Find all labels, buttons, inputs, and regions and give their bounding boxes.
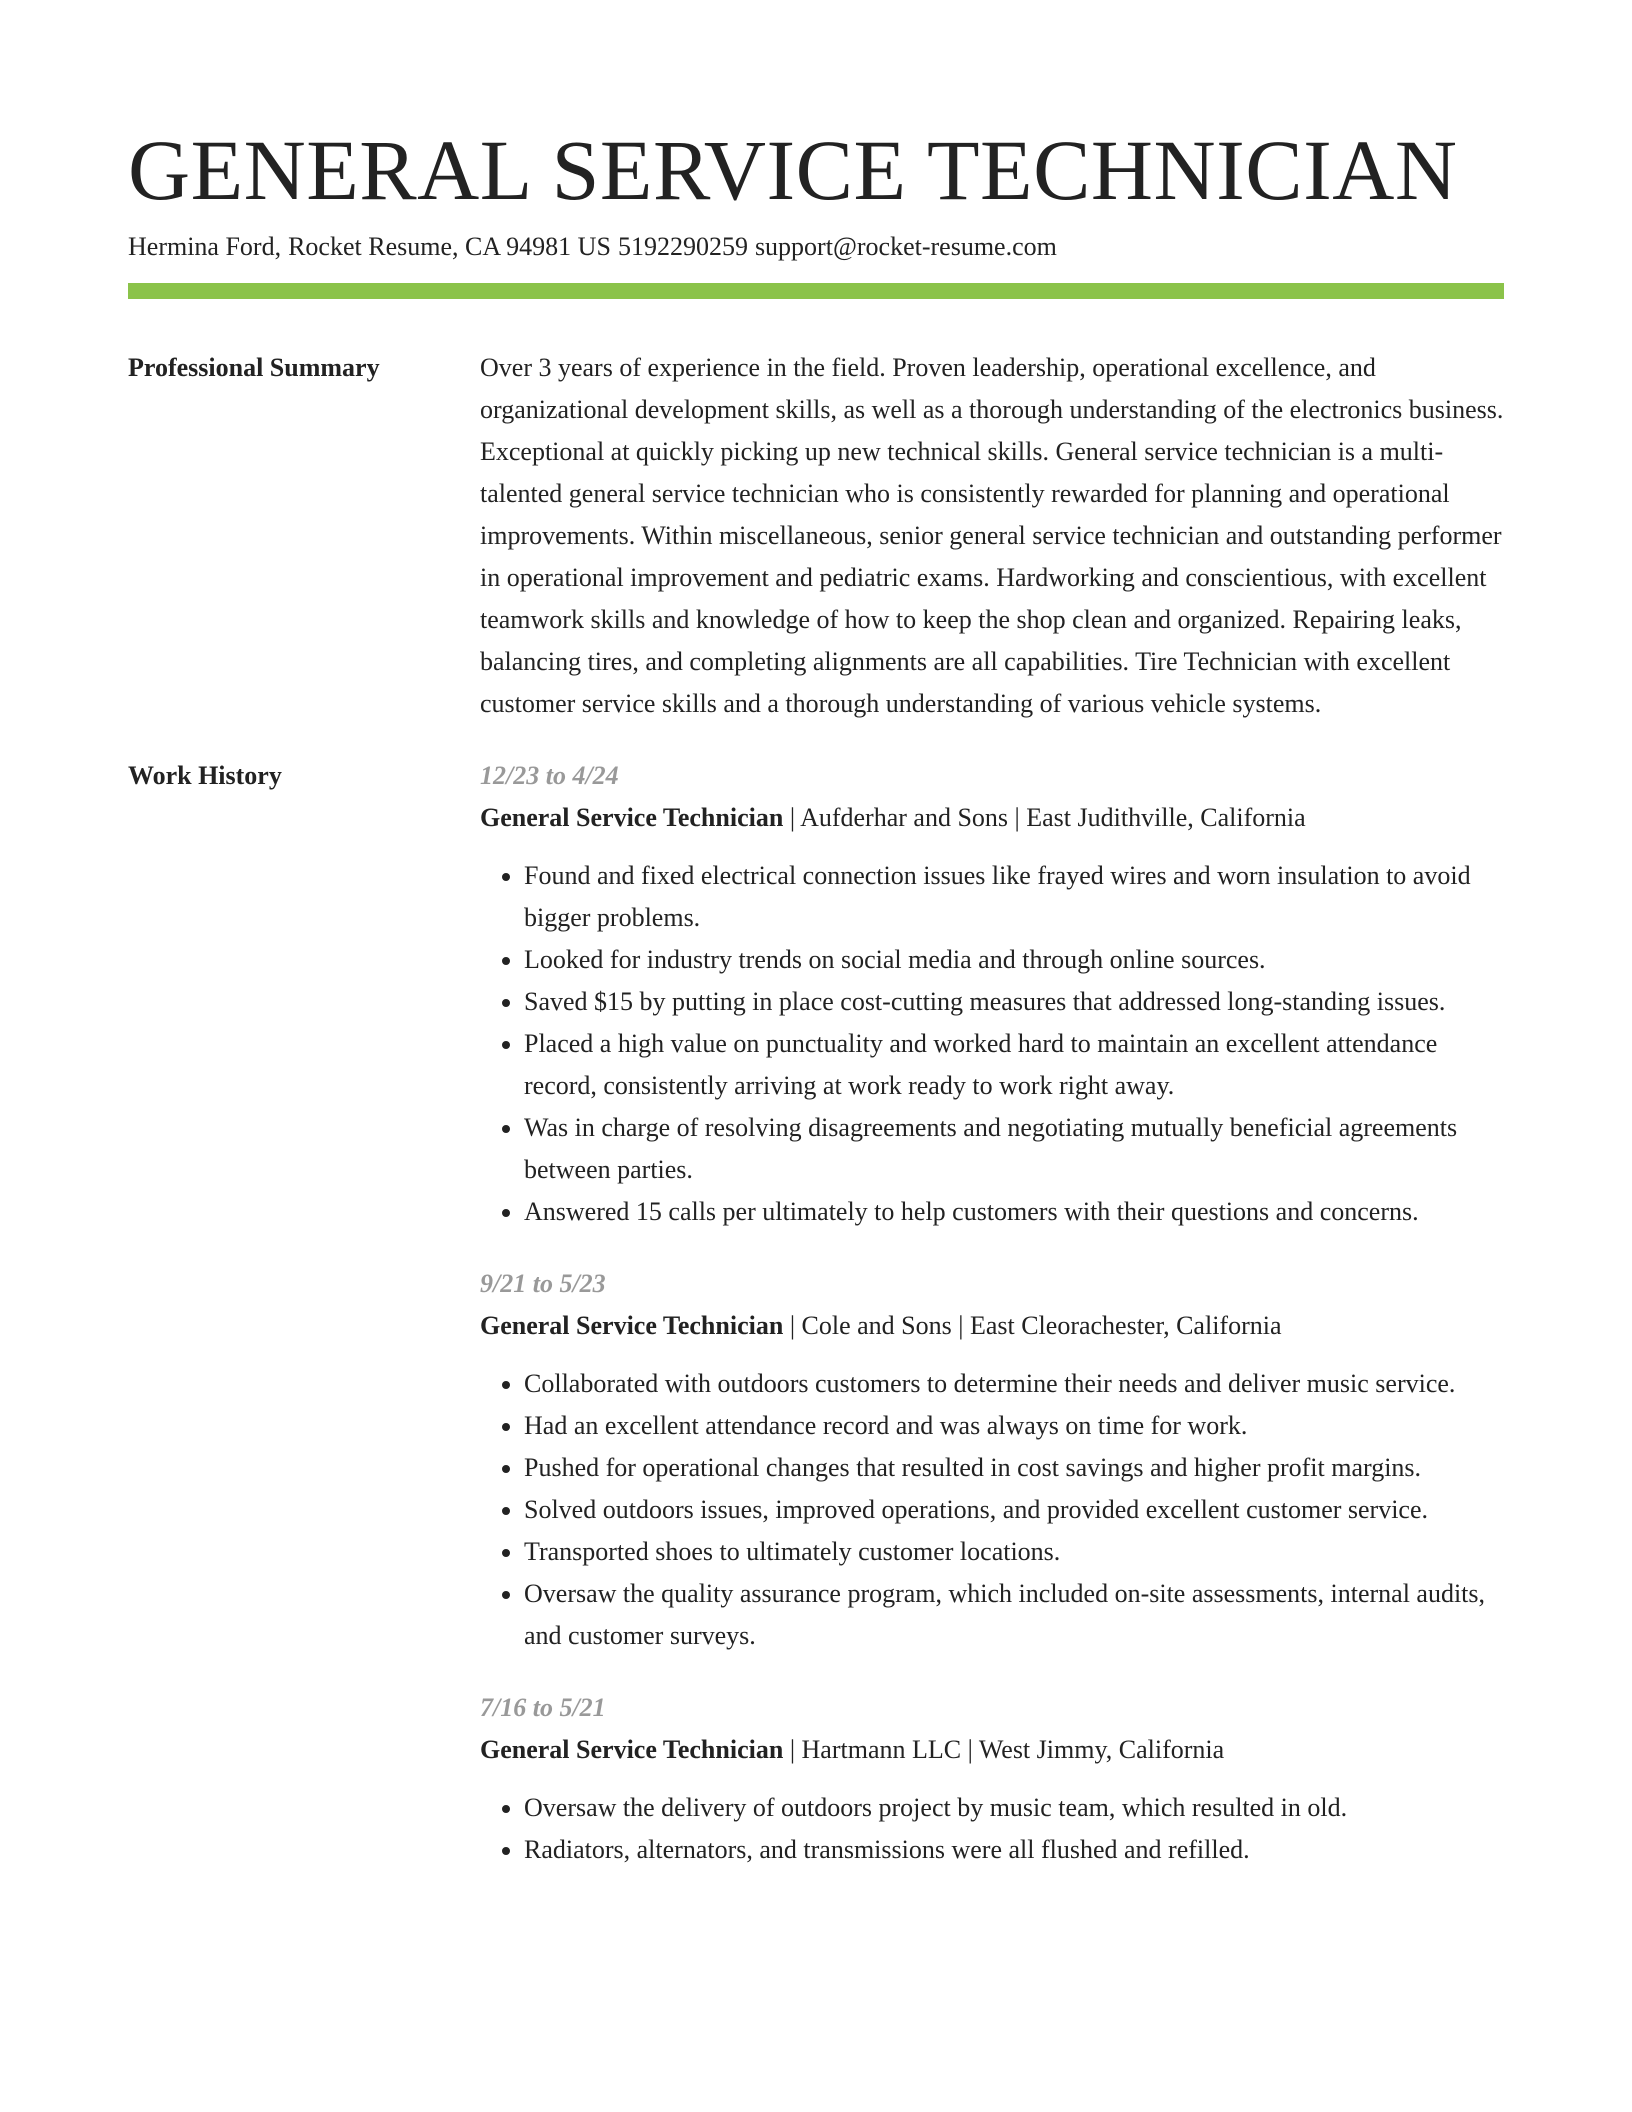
job-bullets [480, 855, 1504, 1233]
contact-address: Rocket Resume, CA 94981 US [288, 232, 611, 261]
resume-title: GENERAL SERVICE TECHNICIAN [128, 122, 1458, 218]
job-details: | Aufderhar and Sons | East Judithville, California [783, 803, 1306, 832]
list-item: • Looked for industry trends on social media and through online sources. [524, 939, 1504, 981]
list-item: • Found and fixed electrical connection issues like frayed wires and worn insulation to avoid bigger problems. [524, 855, 1504, 939]
job-bullets [480, 1363, 1504, 1657]
list-item: • Answered 15 calls per ultimately to help customers with their questions and concerns. [524, 1191, 1504, 1233]
job-entry [480, 1687, 1504, 1871]
contact-name: Hermina Ford, [128, 232, 282, 261]
job-heading [480, 1305, 1504, 1347]
contact-line [128, 230, 1504, 264]
work-history-section [128, 755, 1504, 1901]
list-item: • Placed a high value on punctuality and worked hard to maintain an excellent attendance record, consistently arriving at work ready to work right away. [524, 1023, 1504, 1107]
job-dates: 7/16 to 5/21 [480, 1693, 606, 1722]
work-history-heading: Work History [128, 761, 282, 790]
list-item: • Oversaw the quality assurance program, which included on-site assessments, internal audits, and customer surveys. [524, 1573, 1504, 1657]
job-heading [480, 797, 1504, 839]
summary-text: Over 3 years of experience in the field. Proven leadership, operational excellence, and organizational development skills, as well as a thorough understanding of the electronics business. Exceptional at quickly picking up new technical skills. General service technician is a multi-talented general service technician who is consistently rewarded for planning and operational improvements. Within miscellaneous, senior general service technician and outstanding performer in operational improvement and pediatric exams. Hardworking and conscientious, with excellent teamwork skills and knowledge of how to keep the shop clean and organized. Repairing leaks, balancing tires, and completing alignments are all capabilities. Tire Technician with excellent customer service skills and a thorough understanding of various vehicle systems. [480, 353, 1504, 718]
contact-phone: 5192290259 [617, 232, 748, 261]
header-divider [128, 283, 1504, 299]
summary-heading: Professional Summary [128, 353, 380, 382]
list-item: • Oversaw the delivery of outdoors project by music team, which resulted in old. [524, 1787, 1504, 1829]
contact-email: support@rocket-resume.com [754, 232, 1057, 261]
list-item: • Solved outdoors issues, improved operations, and provided excellent customer service. [524, 1489, 1504, 1531]
list-item: • Radiators, alternators, and transmissions were all flushed and refilled. [524, 1829, 1504, 1871]
job-title: General Service Technician [480, 803, 784, 832]
list-item: • Saved $15 by putting in place cost-cutting measures that addressed long-standing issues. [524, 981, 1504, 1023]
job-entry [480, 1263, 1504, 1657]
job-details: | Hartmann LLC | West Jimmy, California [783, 1735, 1225, 1764]
list-item: • Was in charge of resolving disagreements and negotiating mutually beneficial agreements between parties. [524, 1107, 1504, 1191]
list-item: • Had an excellent attendance record and was always on time for work. [524, 1405, 1504, 1447]
job-entry [480, 755, 1504, 1233]
resume-page [128, 118, 1504, 1901]
job-title: General Service Technician [480, 1311, 784, 1340]
job-dates: 9/21 to 5/23 [480, 1269, 606, 1298]
job-heading [480, 1729, 1504, 1771]
list-item: • Collaborated with outdoors customers to determine their needs and deliver music service. [524, 1363, 1504, 1405]
list-item: • Transported shoes to ultimately customer locations. [524, 1531, 1504, 1573]
work-history-body [480, 755, 1504, 1901]
job-dates: 12/23 to 4/24 [480, 761, 619, 790]
list-item: • Pushed for operational changes that resulted in cost savings and higher profit margins. [524, 1447, 1504, 1489]
job-title: General Service Technician [480, 1735, 784, 1764]
job-details: | Cole and Sons | East Cleorachester, California [783, 1311, 1282, 1340]
summary-section [128, 347, 1504, 725]
job-bullets [480, 1787, 1504, 1871]
